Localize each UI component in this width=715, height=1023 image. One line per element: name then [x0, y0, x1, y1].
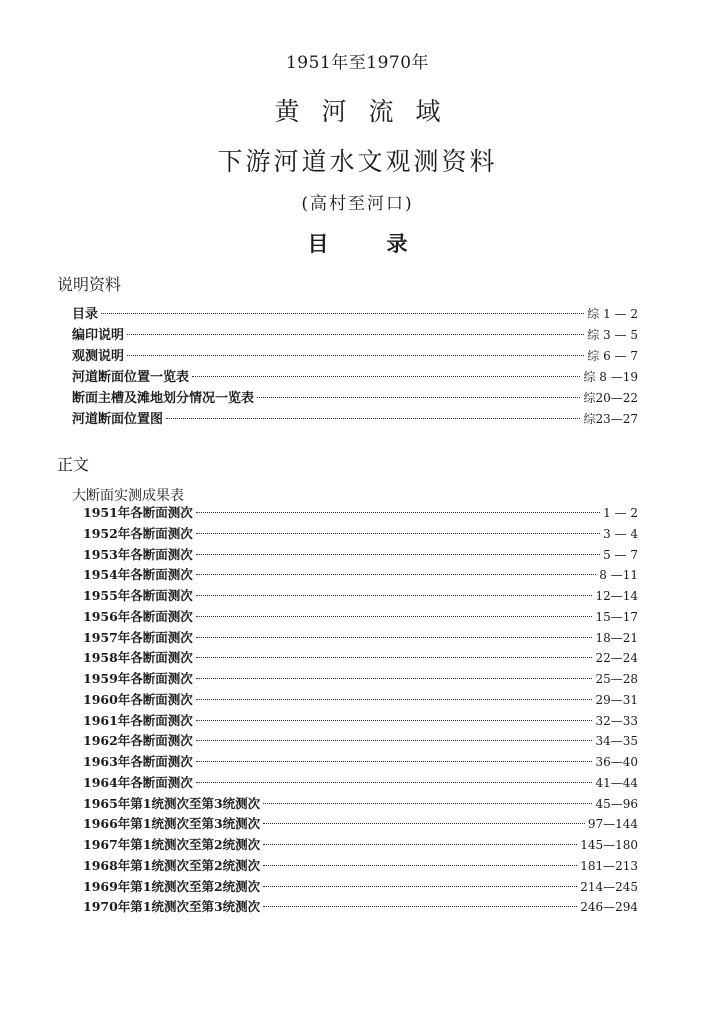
dot-leader [127, 354, 584, 356]
toc-entry [83, 503, 638, 524]
toc-entry-label: 1959年各断面测次 [83, 671, 193, 686]
toc-entry-label: 河道断面位置一览表 [72, 370, 190, 385]
toc-entry-label: 1957年各断面测次 [83, 629, 193, 645]
toc-entry [83, 752, 638, 773]
toc-entry-page: 综 8 —19 [583, 370, 638, 384]
toc-entry [72, 324, 638, 345]
dot-leader [196, 573, 596, 575]
toc-entry-page: 15—17 [595, 609, 638, 624]
contents-heading: 目录 [307, 232, 466, 256]
toc-entry-page: 综 6 — 7 [587, 349, 638, 363]
dot-leader [127, 333, 584, 335]
toc-entry [83, 731, 638, 752]
toc-entry-page: 145—180 [580, 838, 638, 852]
toc-entry [83, 545, 638, 566]
toc-entry [83, 690, 638, 711]
toc-entry-label: 1958年各断面测次 [83, 650, 193, 666]
toc-entry [83, 897, 638, 918]
toc-entry-page: 综 1 — 2 [587, 307, 638, 321]
toc-entry-page: 1 — 2 [603, 506, 638, 520]
toc-entry [83, 794, 638, 815]
toc-entry-label: 1960年各断面测次 [83, 691, 193, 707]
dot-leader [101, 312, 584, 314]
dot-leader [263, 822, 585, 824]
toc-entry [83, 856, 638, 877]
toc-entry-label: 河道断面位置图 [72, 412, 164, 427]
reach-subtitle: (高村至河口) [301, 194, 414, 214]
toc-entry [72, 345, 638, 366]
toc-entry [83, 628, 638, 649]
dot-leader [196, 698, 593, 700]
toc-entry-label: 1964年各断面测次 [83, 774, 193, 790]
toc-entry-page: 综 3 — 5 [587, 328, 638, 342]
dot-leader [257, 396, 580, 398]
dot-leader [263, 905, 577, 907]
toc-entry-page: 综23—27 [583, 412, 638, 426]
section-heading-explanatory: 说明资料 [57, 275, 122, 294]
dot-leader [192, 375, 580, 377]
toc-entry-label: 1969年第1统测次至第2统测次 [83, 878, 261, 894]
toc-entry-page: 3 — 4 [603, 526, 638, 541]
toc-entry-page: 214—245 [580, 879, 638, 894]
toc-entry [83, 565, 638, 586]
section-heading-main: 正文 [57, 455, 90, 474]
toc-entry-page: 综20—22 [583, 391, 638, 405]
toc-entry [83, 648, 638, 669]
toc-entry [83, 814, 638, 835]
toc-entry-page: 29—31 [595, 692, 638, 707]
dot-leader [166, 417, 580, 419]
toc-entry-page: 36—40 [595, 755, 638, 769]
toc-entry-label: 1963年各断面测次 [83, 754, 193, 769]
dot-leader [263, 843, 577, 845]
toc-entry-page: 22—24 [595, 651, 638, 666]
toc-entry-page: 97—144 [587, 817, 638, 832]
toc-entry [83, 835, 638, 856]
toc-entry-label: 1961年各断面测次 [83, 712, 193, 728]
toc-entry-page: 32—33 [595, 713, 638, 728]
toc-entry [72, 408, 638, 429]
toc-entry-page: 45—96 [595, 796, 638, 811]
toc-entry [83, 524, 638, 545]
dot-leader [196, 760, 593, 762]
dot-leader [196, 511, 600, 513]
dot-leader [263, 885, 577, 887]
toc-entry [83, 586, 638, 607]
dot-leader [196, 677, 593, 679]
toc-entry-label: 1952年各断面测次 [83, 525, 193, 541]
toc-entry [72, 366, 638, 387]
dot-leader [196, 781, 593, 783]
dot-leader [196, 656, 593, 658]
dot-leader [263, 864, 577, 866]
toc-entry-page: 41—44 [595, 775, 638, 790]
basin-title: 黄河流域 [274, 97, 463, 126]
dot-leader [196, 615, 593, 617]
dot-leader [196, 594, 593, 596]
toc-entry-label: 1955年各断面测次 [83, 588, 193, 603]
toc-entry-label: 观测说明 [72, 349, 125, 364]
dot-leader [196, 636, 593, 638]
dot-leader [263, 802, 592, 804]
toc-entry-label: 1954年各断面测次 [83, 567, 193, 583]
toc-entry [83, 711, 638, 732]
toc-entry [83, 607, 638, 628]
toc-entry [83, 669, 638, 690]
toc-entry-label: 1967年第1统测次至第2统测次 [83, 837, 261, 852]
toc-entry-page: 25—28 [595, 672, 638, 686]
toc-entry-label: 断面主槽及滩地划分情况一览表 [72, 391, 255, 406]
toc-entry-label: 1962年各断面测次 [83, 733, 193, 749]
toc-entry [72, 303, 638, 324]
toc-entry-page: 34—35 [595, 734, 638, 749]
toc-list-explanatory [72, 303, 638, 429]
toc-entry-page: 18—21 [595, 630, 638, 645]
toc-entry [83, 877, 638, 898]
dot-leader [196, 739, 593, 741]
toc-entry-label: 1968年第1统测次至第2统测次 [83, 857, 261, 873]
toc-entry-page: 8 —11 [599, 568, 638, 583]
dot-leader [196, 553, 600, 555]
toc-entry [72, 387, 638, 408]
toc-entry-page: 12—14 [595, 589, 638, 603]
toc-entry-label: 1951年各断面测次 [83, 505, 193, 520]
toc-entry-label: 1953年各断面测次 [83, 546, 193, 562]
toc-entry-label: 1966年第1统测次至第3统测次 [83, 816, 261, 832]
toc-entry-page: 181—213 [580, 858, 638, 873]
toc-entry-page: 5 — 7 [603, 547, 638, 562]
dot-leader [196, 719, 593, 721]
toc-entry-page: 246—294 [580, 900, 638, 915]
toc-entry-label: 1965年第1统测次至第3统测次 [83, 795, 261, 811]
toc-entry-label: 编印说明 [72, 328, 125, 343]
dot-leader [196, 532, 600, 534]
year-range: 1951年至1970年 [285, 53, 430, 73]
toc-list-main [83, 503, 638, 918]
subsection-heading: 大断面实测成果表 [72, 488, 184, 504]
toc-entry [83, 773, 638, 794]
toc-entry-label: 1956年各断面测次 [83, 608, 193, 624]
toc-entry-label: 1970年第1统测次至第3统测次 [83, 899, 261, 915]
document-title: 下游河道水文观测资料 [217, 147, 498, 176]
toc-entry-label: 目录 [72, 307, 99, 322]
